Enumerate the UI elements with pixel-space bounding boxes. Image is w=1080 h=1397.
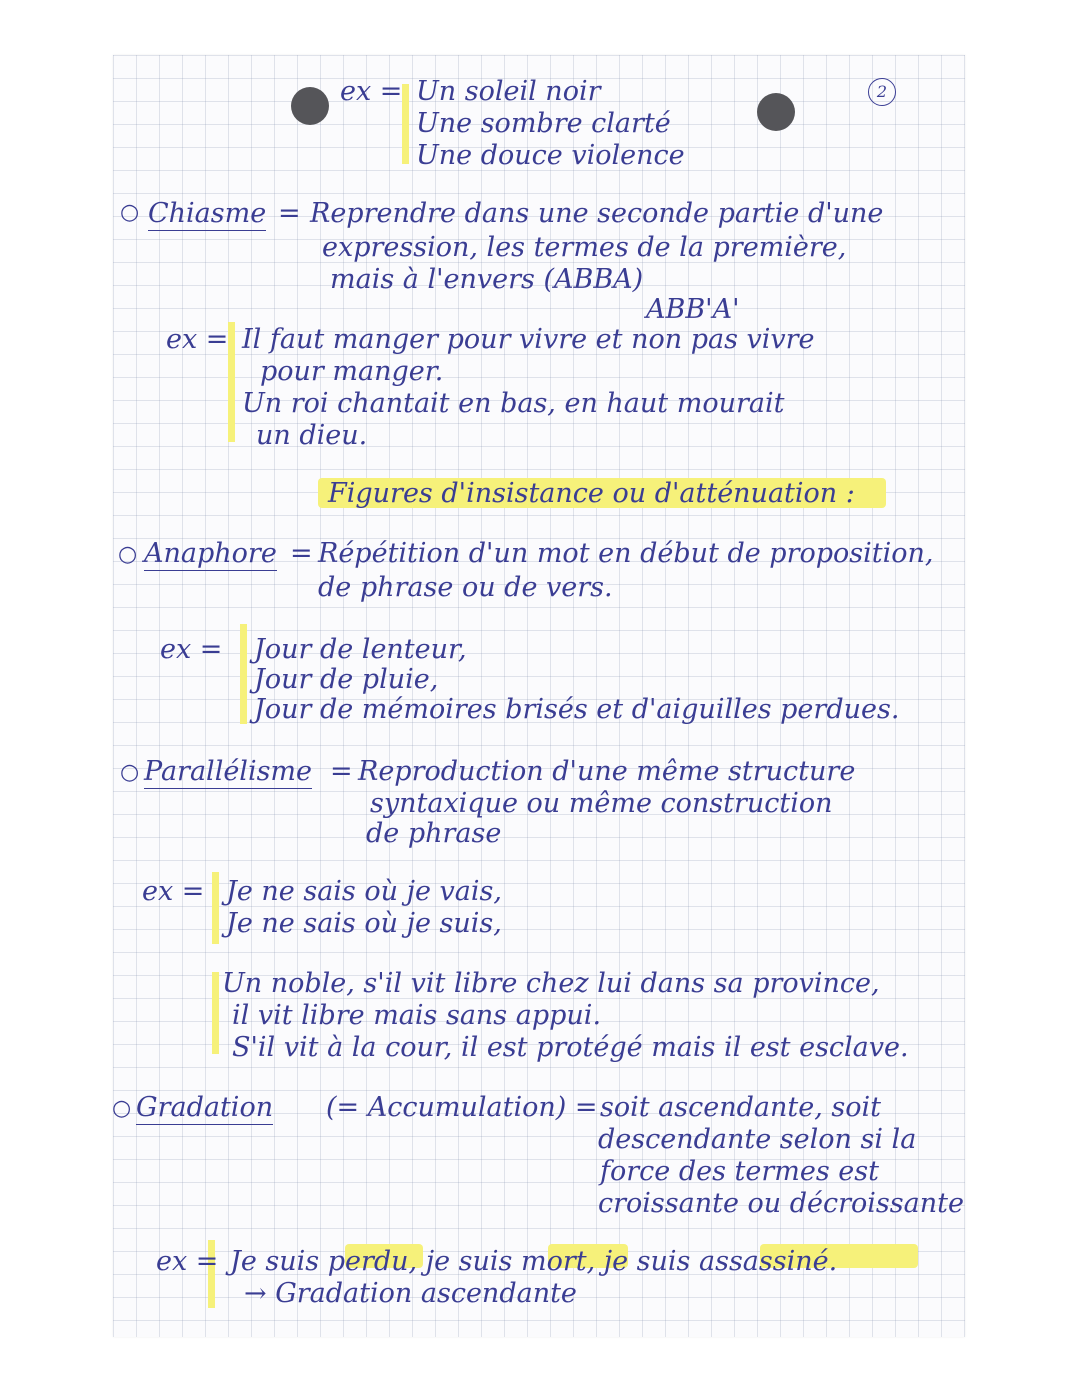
- highlight-bar-parallelisme-2: [212, 972, 219, 1054]
- parallelisme-example-2: Je ne sais où je suis,: [226, 908, 502, 939]
- parallelisme-example-1: Je ne sais où je vais,: [226, 876, 502, 907]
- parallelisme-definition-1: Reproduction d'une même structure: [358, 756, 856, 787]
- parallelisme-separator: =: [330, 756, 353, 787]
- chiasme-example-2: pour manger.: [260, 356, 444, 387]
- parallelisme-example-3: Un noble, s'il vit libre chez lui dans sa province,: [222, 968, 880, 999]
- gradation-definition-1: soit ascendante, soit: [600, 1092, 881, 1123]
- parallelisme-example-5: S'il vit à la cour, il est protégé mais il est esclave.: [232, 1032, 909, 1063]
- parallelisme-example-prefix: ex =: [142, 876, 205, 907]
- gradation-definition-4: croissante ou décroissante: [598, 1188, 964, 1219]
- bullet-gradation: ○: [112, 1096, 132, 1121]
- top-example-line-2: Une sombre clarté: [416, 108, 671, 139]
- parallelisme-definition-2: syntaxique ou même construction: [370, 788, 833, 819]
- chiasme-definition-4: ABB'A': [646, 294, 740, 325]
- chiasme-example-3: Un roi chantait en bas, en haut mourait: [242, 388, 785, 419]
- bullet-chiasme: ○: [120, 200, 140, 225]
- term-gradation: Gradation: [136, 1092, 274, 1123]
- anaphore-definition-1: Répétition d'un mot en début de proposition,: [318, 538, 934, 569]
- section-title: Figures d'insistance ou d'atténuation :: [328, 478, 855, 509]
- top-example-prefix: ex =: [340, 76, 403, 107]
- gradation-aside: (= Accumulation) =: [326, 1092, 598, 1123]
- anaphore-example-1: Jour de lenteur,: [254, 634, 467, 665]
- top-example-line-1: Un soleil noir: [416, 76, 601, 107]
- parallelisme-example-4: il vit libre mais sans appui.: [232, 1000, 602, 1031]
- highlight-bar-top: [402, 84, 409, 164]
- bullet-anaphore: ○: [118, 542, 138, 567]
- chiasme-example-1: Il faut manger pour vivre et non pas vivre: [242, 324, 815, 355]
- anaphore-separator: =: [290, 538, 313, 569]
- term-parallelisme: Parallélisme: [144, 756, 313, 787]
- gradation-example: Je suis perdu, je suis mort, je suis assassiné.: [230, 1246, 838, 1277]
- chiasme-definition-3: mais à l'envers (ABBA): [330, 264, 644, 295]
- anaphore-example-prefix: ex =: [160, 634, 223, 665]
- gradation-example-prefix: ex =: [156, 1246, 219, 1277]
- page-number: 2: [868, 78, 896, 106]
- anaphore-example-3: Jour de mémoires brisés et d'aiguilles perdues.: [254, 694, 900, 725]
- anaphore-definition-2: de phrase ou de vers.: [318, 572, 613, 603]
- term-chiasme: Chiasme: [148, 198, 267, 229]
- chiasme-definition-2: expression, les termes de la première,: [322, 232, 847, 263]
- anaphore-example-2: Jour de pluie,: [254, 664, 439, 695]
- highlight-bar-anaphore: [240, 624, 247, 724]
- highlight-bar-chiasme: [228, 322, 235, 442]
- chiasme-example-4: un dieu.: [256, 420, 368, 451]
- chiasme-separator: =: [278, 198, 301, 229]
- binder-hole-right: [757, 93, 795, 131]
- bullet-parallelisme: ○: [120, 760, 140, 785]
- chiasme-example-prefix: ex =: [166, 324, 229, 355]
- highlight-bar-parallelisme-1: [212, 872, 219, 944]
- binder-hole-left: [291, 87, 329, 125]
- chiasme-definition-1: Reprendre dans une seconde partie d'une: [310, 198, 884, 229]
- gradation-definition-3: force des termes est: [600, 1156, 879, 1187]
- top-example-line-3: Une douce violence: [416, 140, 685, 171]
- gradation-definition-2: descendante selon si la: [598, 1124, 917, 1155]
- term-anaphore: Anaphore: [144, 538, 277, 569]
- parallelisme-definition-3: de phrase: [366, 818, 502, 849]
- gradation-note: → Gradation ascendante: [244, 1278, 577, 1309]
